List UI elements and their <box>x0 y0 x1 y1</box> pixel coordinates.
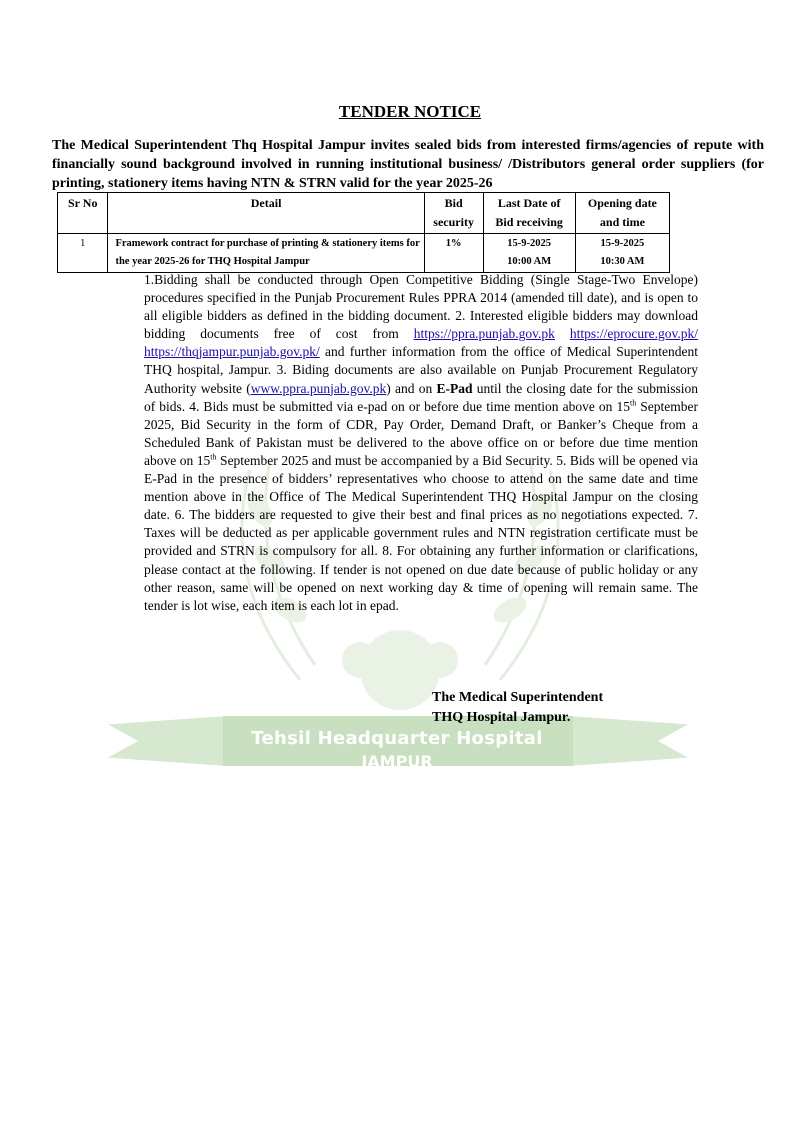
terms-part2: and further information from the office of Medical Superintendent THQ hospital, Jampur. 3. Biding documents are also available on Punjab Procurement Regulatory Authority website ( <box>144 344 698 396</box>
row-last-date-value: 15-9-2025 <box>507 238 552 249</box>
header-open-line1: Opening date <box>587 196 657 210</box>
row-open-time-value: 10:30 AM <box>600 256 645 267</box>
header-opening-date <box>575 193 669 234</box>
table-row <box>58 234 670 273</box>
header-last-line1: Last Date of <box>497 196 561 210</box>
header-bid-line2: security <box>433 215 474 229</box>
terms-epad: E-Pad <box>436 380 473 396</box>
tender-table <box>57 192 670 273</box>
watermark-line2: JAMPUR <box>361 752 433 771</box>
link-ppra-punjab[interactable]: https://ppra.punjab.gov.pk <box>413 326 555 342</box>
header-open-line2: and time <box>599 215 645 229</box>
notice-intro: The Medical Superintendent Thq Hospital Jampur invites sealed bids from interested firms/agencies of repute with financially sound background involved in running institutional business/ /Distributors general order suppliers (for printing, stationery items having NTN & STRN valid for the year 2025-26 <box>52 138 764 191</box>
terms-sup2: th <box>210 452 217 462</box>
row-last-date <box>483 234 575 273</box>
terms-part1: 1.Bidding shall be conducted through Open Competitive Bidding (Single Stage-Two Envelope) procedures specified in the Punjab Procurement Rules PPRA 2014 (amended till date), and is open to all eligible bidders as defined in the bidding document. 2. Interested eligible bidders may download bidding documents free of cost from <box>144 272 698 342</box>
tender-terms <box>144 271 698 615</box>
header-detail: Detail <box>108 193 424 234</box>
signature-line1: The Medical Superintendent <box>432 690 604 705</box>
terms-part3: ) and on <box>386 380 437 396</box>
watermark-line1: Tehsil Headquarter Hospital <box>251 728 543 749</box>
row-open-date-value: 15-9-2025 <box>600 238 645 249</box>
row-last-time-value: 10:00 AM <box>507 256 552 267</box>
signature-line2: THQ Hospital Jampur. <box>432 710 571 725</box>
link-thqjampur[interactable]: https://thqjampur.punjab.gov.pk/ <box>144 344 320 360</box>
header-bid-line1: Bid <box>444 196 463 210</box>
header-last-date <box>483 193 575 234</box>
row-detail: Framework contract for purchase of printing & stationery items for the year 2025-26 for THQ Hospital Jampur <box>108 234 424 273</box>
row-sr: 1 <box>58 234 108 273</box>
header-last-line2: Bid receiving <box>495 215 563 229</box>
table-header-row <box>58 193 670 234</box>
signature-block <box>432 688 603 728</box>
terms-part6: September 2025 and must be accompanied by a Bid Security. 5. Bids will be opened via E-Pad in the presence of bidders’ representatives who choose to attend on the same date and time mention above in the Office of The Medical Superintendent THQ Hospital Jampur on the closing date. 6. The bidders are requested to give their best and final prices as no negotiations expected. 7. Taxes will be deducted as per applicable government rules and NTN registration certificate must be provided and STRN is compulsory for all. 8. For obtaining any further information or clarifications, please contact at the following. If tender is not opened on due date because of public holiday or any other reason, same will be opened on next working day & time of opening will remain same. The tender is lot wise, each item is each lot in epad. <box>144 452 698 613</box>
terms-part5: September 2025, Bid Security in the form of CDR, Pay Order, Demand Draft, or Banker’s Cheque from a Scheduled Bank of Pakistan must be delivered to the above office on or before due time mention above on 15 <box>144 398 698 468</box>
row-bid-security: 1% <box>424 234 483 273</box>
terms-sup1: th <box>629 398 637 408</box>
header-bid-security <box>424 193 483 234</box>
link-ppra-website[interactable]: www.ppra.punjab.gov.pk <box>250 380 387 396</box>
header-sr-no: Sr No <box>58 193 108 234</box>
link-eprocure[interactable]: https://eprocure.gov.pk/ <box>569 326 699 342</box>
notice-title: TENDER NOTICE <box>338 102 482 121</box>
terms-part4: until the closing date for the submission of bids. 4. Bids must be submitted via e-pad on or before due time mention above on 15 <box>144 380 698 414</box>
row-opening-date <box>575 234 669 273</box>
